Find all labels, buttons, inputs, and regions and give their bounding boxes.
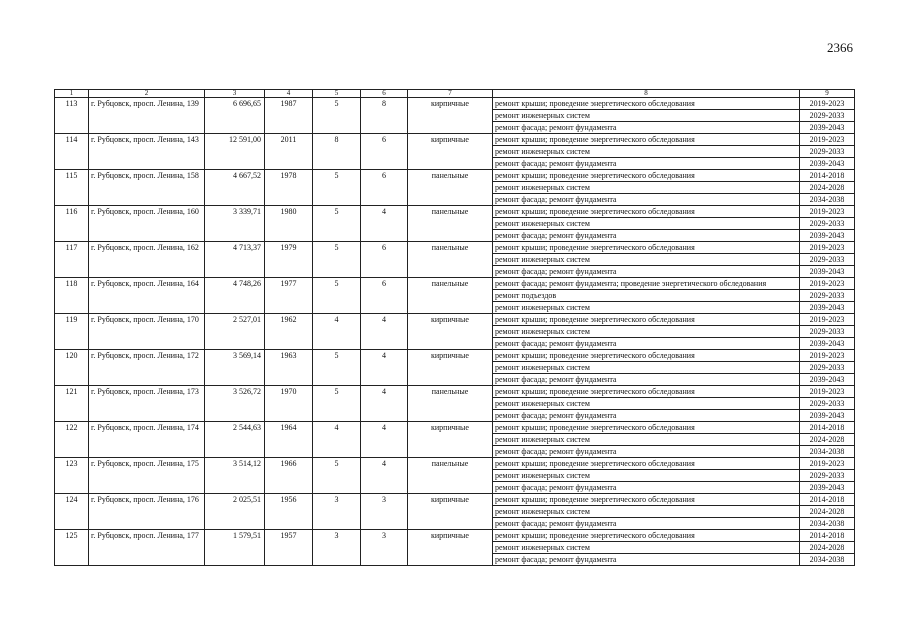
area-cell: 2 544,63 bbox=[205, 422, 265, 458]
row-number-cell: 124 bbox=[55, 494, 89, 530]
material-cell: панельные bbox=[408, 170, 493, 206]
entrances-cell: 4 bbox=[361, 386, 408, 422]
table-row bbox=[55, 170, 855, 182]
column-header: 9 bbox=[800, 90, 855, 98]
period-cell: 2019-2023 bbox=[800, 134, 855, 146]
material-cell: панельные bbox=[408, 386, 493, 422]
work-type-cell: ремонт фасада; ремонт фундамента bbox=[493, 554, 800, 566]
area-cell: 1 579,51 bbox=[205, 530, 265, 566]
address-cell: г. Рубцовск, просп. Ленина, 139 bbox=[89, 98, 205, 134]
period-cell: 2039-2043 bbox=[800, 482, 855, 494]
area-cell: 2 025,51 bbox=[205, 494, 265, 530]
address-cell: г. Рубцовск, просп. Ленина, 160 bbox=[89, 206, 205, 242]
year-cell: 1970 bbox=[265, 386, 313, 422]
row-number-cell: 114 bbox=[55, 134, 89, 170]
year-cell: 1962 bbox=[265, 314, 313, 350]
table-row bbox=[55, 242, 855, 254]
entrances-cell: 3 bbox=[361, 530, 408, 566]
year-cell: 2011 bbox=[265, 134, 313, 170]
period-cell: 2014-2018 bbox=[800, 422, 855, 434]
period-cell: 2019-2023 bbox=[800, 278, 855, 290]
work-type-cell: ремонт фасада; ремонт фундамента bbox=[493, 230, 800, 242]
period-cell: 2024-2028 bbox=[800, 182, 855, 194]
address-cell: г. Рубцовск, просп. Ленина, 173 bbox=[89, 386, 205, 422]
floors-cell: 4 bbox=[313, 422, 361, 458]
period-cell: 2039-2043 bbox=[800, 374, 855, 386]
row-number-cell: 118 bbox=[55, 278, 89, 314]
table-row bbox=[55, 206, 855, 218]
material-cell: кирпичные bbox=[408, 98, 493, 134]
material-cell: панельные bbox=[408, 242, 493, 278]
work-type-cell: ремонт инженерных систем bbox=[493, 506, 800, 518]
address-cell: г. Рубцовск, просп. Ленина, 164 bbox=[89, 278, 205, 314]
period-cell: 2039-2043 bbox=[800, 302, 855, 314]
row-number-cell: 115 bbox=[55, 170, 89, 206]
material-cell: панельные bbox=[408, 206, 493, 242]
area-cell: 3 569,14 bbox=[205, 350, 265, 386]
row-number-cell: 120 bbox=[55, 350, 89, 386]
table-row bbox=[55, 314, 855, 326]
floors-cell: 5 bbox=[313, 278, 361, 314]
row-number-cell: 125 bbox=[55, 530, 89, 566]
row-number-cell: 121 bbox=[55, 386, 89, 422]
work-type-cell: ремонт крыши; проведение энергетического обследования bbox=[493, 530, 800, 542]
year-cell: 1957 bbox=[265, 530, 313, 566]
floors-cell: 5 bbox=[313, 206, 361, 242]
work-type-cell: ремонт крыши; проведение энергетического обследования bbox=[493, 206, 800, 218]
period-cell: 2039-2043 bbox=[800, 338, 855, 350]
work-type-cell: ремонт крыши; проведение энергетического обследования bbox=[493, 170, 800, 182]
area-cell: 12 591,00 bbox=[205, 134, 265, 170]
material-cell: кирпичные bbox=[408, 350, 493, 386]
year-cell: 1956 bbox=[265, 494, 313, 530]
entrances-cell: 6 bbox=[361, 242, 408, 278]
work-type-cell: ремонт фасада; ремонт фундамента; проведение энергетического обследования bbox=[493, 278, 800, 290]
column-header: 2 bbox=[89, 90, 205, 98]
material-cell: панельные bbox=[408, 458, 493, 494]
period-cell: 2024-2028 bbox=[800, 506, 855, 518]
row-number-cell: 119 bbox=[55, 314, 89, 350]
table-row bbox=[55, 386, 855, 398]
period-cell: 2034-2038 bbox=[800, 554, 855, 566]
work-type-cell: ремонт инженерных систем bbox=[493, 470, 800, 482]
period-cell: 2019-2023 bbox=[800, 458, 855, 470]
area-cell: 3 526,72 bbox=[205, 386, 265, 422]
work-type-cell: ремонт фасада; ремонт фундамента bbox=[493, 158, 800, 170]
work-type-cell: ремонт инженерных систем bbox=[493, 146, 800, 158]
address-cell: г. Рубцовск, просп. Ленина, 170 bbox=[89, 314, 205, 350]
period-cell: 2029-2033 bbox=[800, 326, 855, 338]
table-row bbox=[55, 350, 855, 362]
year-cell: 1964 bbox=[265, 422, 313, 458]
buildings-table bbox=[54, 89, 855, 566]
year-cell: 1963 bbox=[265, 350, 313, 386]
table-row bbox=[55, 422, 855, 434]
entrances-cell: 8 bbox=[361, 98, 408, 134]
entrances-cell: 4 bbox=[361, 206, 408, 242]
floors-cell: 3 bbox=[313, 530, 361, 566]
address-cell: г. Рубцовск, просп. Ленина, 176 bbox=[89, 494, 205, 530]
entrances-cell: 6 bbox=[361, 134, 408, 170]
work-type-cell: ремонт инженерных систем bbox=[493, 182, 800, 194]
period-cell: 2039-2043 bbox=[800, 266, 855, 278]
table-header-row bbox=[55, 90, 855, 98]
material-cell: кирпичные bbox=[408, 530, 493, 566]
period-cell: 2029-2033 bbox=[800, 146, 855, 158]
work-type-cell: ремонт фасада; ремонт фундамента bbox=[493, 410, 800, 422]
period-cell: 2039-2043 bbox=[800, 122, 855, 134]
row-number-cell: 116 bbox=[55, 206, 89, 242]
period-cell: 2019-2023 bbox=[800, 242, 855, 254]
floors-cell: 8 bbox=[313, 134, 361, 170]
column-header: 3 bbox=[205, 90, 265, 98]
work-type-cell: ремонт фасада; ремонт фундамента bbox=[493, 338, 800, 350]
period-cell: 2034-2038 bbox=[800, 446, 855, 458]
floors-cell: 5 bbox=[313, 242, 361, 278]
work-type-cell: ремонт фасада; ремонт фундамента bbox=[493, 518, 800, 530]
period-cell: 2014-2018 bbox=[800, 530, 855, 542]
period-cell: 2014-2018 bbox=[800, 494, 855, 506]
floors-cell: 4 bbox=[313, 314, 361, 350]
period-cell: 2024-2028 bbox=[800, 542, 855, 554]
work-type-cell: ремонт крыши; проведение энергетического обследования bbox=[493, 314, 800, 326]
address-cell: г. Рубцовск, просп. Ленина, 143 bbox=[89, 134, 205, 170]
period-cell: 2019-2023 bbox=[800, 386, 855, 398]
entrances-cell: 3 bbox=[361, 494, 408, 530]
entrances-cell: 6 bbox=[361, 170, 408, 206]
column-header: 4 bbox=[265, 90, 313, 98]
work-type-cell: ремонт инженерных систем bbox=[493, 326, 800, 338]
entrances-cell: 4 bbox=[361, 350, 408, 386]
period-cell: 2029-2033 bbox=[800, 398, 855, 410]
period-cell: 2039-2043 bbox=[800, 158, 855, 170]
area-cell: 4 667,52 bbox=[205, 170, 265, 206]
work-type-cell: ремонт крыши; проведение энергетического обследования bbox=[493, 458, 800, 470]
table-body bbox=[55, 98, 855, 566]
entrances-cell: 4 bbox=[361, 422, 408, 458]
column-header: 7 bbox=[408, 90, 493, 98]
work-type-cell: ремонт инженерных систем bbox=[493, 254, 800, 266]
address-cell: г. Рубцовск, просп. Ленина, 158 bbox=[89, 170, 205, 206]
year-cell: 1978 bbox=[265, 170, 313, 206]
floors-cell: 5 bbox=[313, 458, 361, 494]
area-cell: 3 339,71 bbox=[205, 206, 265, 242]
work-type-cell: ремонт крыши; проведение энергетического обследования bbox=[493, 386, 800, 398]
period-cell: 2019-2023 bbox=[800, 206, 855, 218]
year-cell: 1980 bbox=[265, 206, 313, 242]
work-type-cell: ремонт инженерных систем bbox=[493, 302, 800, 314]
work-type-cell: ремонт инженерных систем bbox=[493, 542, 800, 554]
table-row bbox=[55, 98, 855, 110]
address-cell: г. Рубцовск, просп. Ленина, 172 bbox=[89, 350, 205, 386]
work-type-cell: ремонт крыши; проведение энергетического обследования bbox=[493, 350, 800, 362]
work-type-cell: ремонт инженерных систем bbox=[493, 362, 800, 374]
row-number-cell: 122 bbox=[55, 422, 89, 458]
row-number-cell: 113 bbox=[55, 98, 89, 134]
address-cell: г. Рубцовск, просп. Ленина, 174 bbox=[89, 422, 205, 458]
area-cell: 2 527,01 bbox=[205, 314, 265, 350]
work-type-cell: ремонт инженерных систем bbox=[493, 218, 800, 230]
work-type-cell: ремонт крыши; проведение энергетического обследования bbox=[493, 134, 800, 146]
table-row bbox=[55, 278, 855, 290]
work-type-cell: ремонт инженерных систем bbox=[493, 110, 800, 122]
area-cell: 4 713,37 bbox=[205, 242, 265, 278]
material-cell: кирпичные bbox=[408, 314, 493, 350]
period-cell: 2029-2033 bbox=[800, 110, 855, 122]
column-header: 6 bbox=[361, 90, 408, 98]
column-header: 8 bbox=[493, 90, 800, 98]
floors-cell: 5 bbox=[313, 350, 361, 386]
period-cell: 2014-2018 bbox=[800, 170, 855, 182]
work-type-cell: ремонт фасада; ремонт фундамента bbox=[493, 374, 800, 386]
material-cell: кирпичные bbox=[408, 422, 493, 458]
work-type-cell: ремонт фасада; ремонт фундамента bbox=[493, 266, 800, 278]
work-type-cell: ремонт инженерных систем bbox=[493, 434, 800, 446]
work-type-cell: ремонт фасада; ремонт фундамента bbox=[493, 446, 800, 458]
work-type-cell: ремонт подъездов bbox=[493, 290, 800, 302]
area-cell: 6 696,65 bbox=[205, 98, 265, 134]
column-header: 1 bbox=[55, 90, 89, 98]
period-cell: 2039-2043 bbox=[800, 410, 855, 422]
period-cell: 2019-2023 bbox=[800, 98, 855, 110]
material-cell: кирпичные bbox=[408, 494, 493, 530]
area-cell: 4 748,26 bbox=[205, 278, 265, 314]
period-cell: 2039-2043 bbox=[800, 230, 855, 242]
column-header: 5 bbox=[313, 90, 361, 98]
year-cell: 1966 bbox=[265, 458, 313, 494]
period-cell: 2029-2033 bbox=[800, 470, 855, 482]
period-cell: 2034-2038 bbox=[800, 518, 855, 530]
work-type-cell: ремонт фасада; ремонт фундамента bbox=[493, 194, 800, 206]
period-cell: 2029-2033 bbox=[800, 254, 855, 266]
year-cell: 1977 bbox=[265, 278, 313, 314]
address-cell: г. Рубцовск, просп. Ленина, 175 bbox=[89, 458, 205, 494]
work-type-cell: ремонт крыши; проведение энергетического обследования bbox=[493, 242, 800, 254]
year-cell: 1987 bbox=[265, 98, 313, 134]
work-type-cell: ремонт крыши; проведение энергетического обследования bbox=[493, 422, 800, 434]
year-cell: 1979 bbox=[265, 242, 313, 278]
work-type-cell: ремонт фасада; ремонт фундамента bbox=[493, 122, 800, 134]
page-number: 2366 bbox=[827, 40, 853, 55]
work-type-cell: ремонт фасада; ремонт фундамента bbox=[493, 482, 800, 494]
period-cell: 2019-2023 bbox=[800, 350, 855, 362]
work-type-cell: ремонт инженерных систем bbox=[493, 398, 800, 410]
entrances-cell: 4 bbox=[361, 458, 408, 494]
period-cell: 2029-2033 bbox=[800, 218, 855, 230]
period-cell: 2019-2023 bbox=[800, 314, 855, 326]
address-cell: г. Рубцовск, просп. Ленина, 162 bbox=[89, 242, 205, 278]
area-cell: 3 514,12 bbox=[205, 458, 265, 494]
floors-cell: 5 bbox=[313, 170, 361, 206]
floors-cell: 5 bbox=[313, 386, 361, 422]
table-row bbox=[55, 134, 855, 146]
period-cell: 2029-2033 bbox=[800, 362, 855, 374]
row-number-cell: 123 bbox=[55, 458, 89, 494]
table-row bbox=[55, 530, 855, 542]
material-cell: панельные bbox=[408, 278, 493, 314]
floors-cell: 3 bbox=[313, 494, 361, 530]
work-type-cell: ремонт крыши; проведение энергетического обследования bbox=[493, 98, 800, 110]
period-cell: 2024-2028 bbox=[800, 434, 855, 446]
entrances-cell: 4 bbox=[361, 314, 408, 350]
period-cell: 2029-2033 bbox=[800, 290, 855, 302]
table-row bbox=[55, 494, 855, 506]
row-number-cell: 117 bbox=[55, 242, 89, 278]
work-type-cell: ремонт крыши; проведение энергетического обследования bbox=[493, 494, 800, 506]
entrances-cell: 6 bbox=[361, 278, 408, 314]
material-cell: кирпичные bbox=[408, 134, 493, 170]
floors-cell: 5 bbox=[313, 98, 361, 134]
address-cell: г. Рубцовск, просп. Ленина, 177 bbox=[89, 530, 205, 566]
period-cell: 2034-2038 bbox=[800, 194, 855, 206]
table-row bbox=[55, 458, 855, 470]
